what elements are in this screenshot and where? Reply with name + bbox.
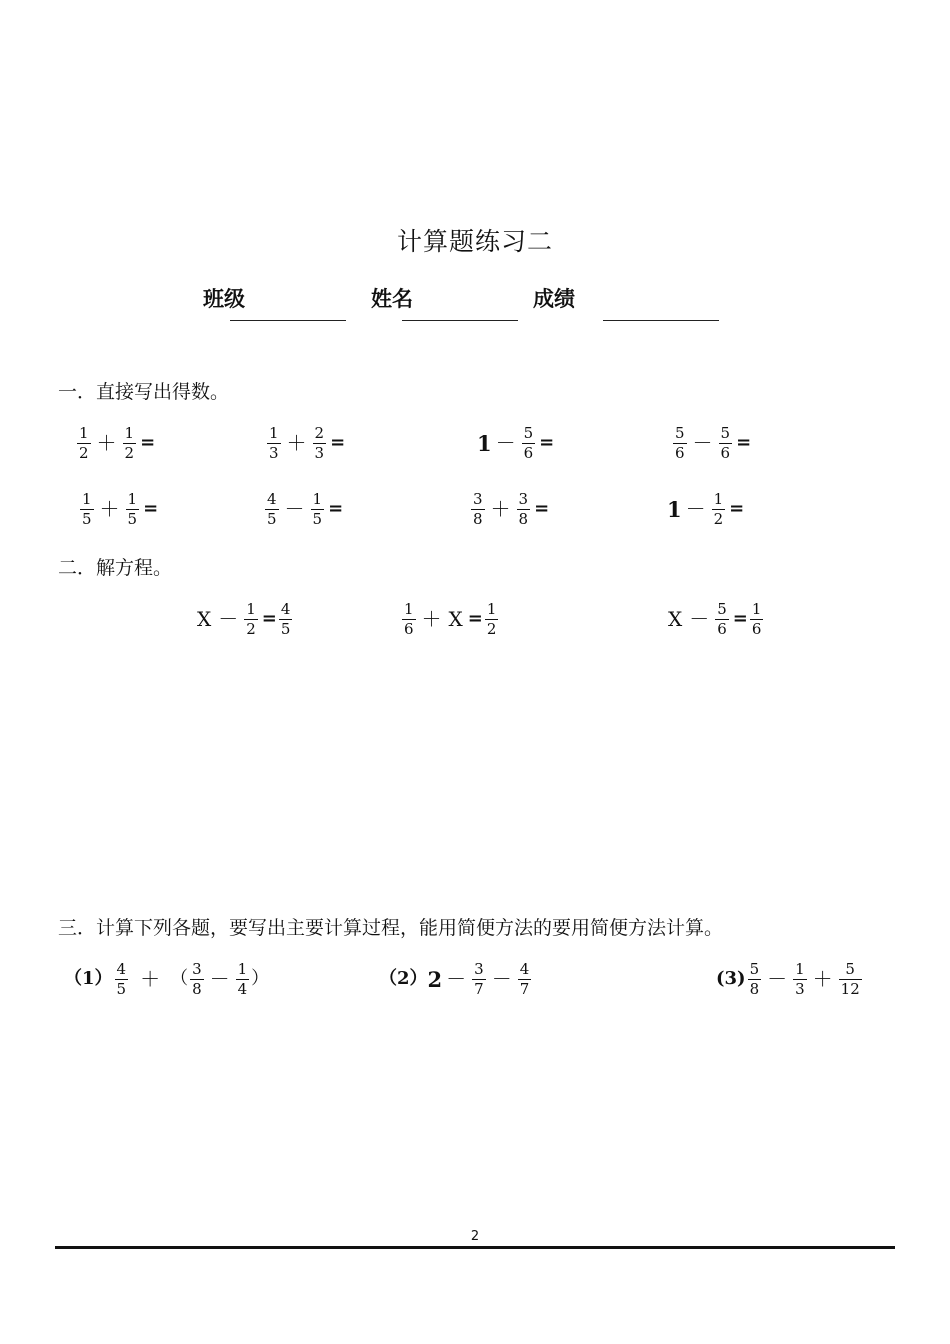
calc-problem-1 bbox=[64, 960, 269, 999]
problem-1-3 bbox=[477, 424, 554, 463]
plus-sign: ＋ bbox=[140, 967, 161, 992]
calc-problem-2 bbox=[379, 960, 533, 999]
fraction: $\frac{1}{6}$ bbox=[404, 600, 414, 638]
plus-sign: ＋ bbox=[421, 607, 442, 632]
whole-number: 2 bbox=[427, 966, 443, 992]
name-label: 姓名 bbox=[371, 287, 413, 311]
fraction: $\frac{1}{2}$ bbox=[486, 600, 497, 638]
minus-sign: － bbox=[209, 967, 230, 992]
fraction: $\frac{3}{8}$ bbox=[473, 490, 483, 528]
equals-sign: = bbox=[330, 432, 346, 454]
equation-1 bbox=[194, 600, 294, 639]
whole-number: 1 bbox=[477, 430, 492, 456]
fraction: $\frac{1}{6}$ bbox=[751, 600, 762, 638]
equals-sign: = bbox=[143, 498, 159, 520]
fraction: $\frac{5}{6}$ bbox=[720, 424, 731, 462]
equals-sign: = bbox=[534, 498, 550, 520]
minus-sign: － bbox=[692, 431, 713, 456]
fraction: $\frac{3}{7}$ bbox=[474, 960, 484, 998]
minus-sign: － bbox=[495, 431, 516, 456]
fraction: $\frac{5}{6}$ bbox=[717, 600, 727, 638]
minus-sign: － bbox=[446, 967, 467, 992]
problem-1-6 bbox=[263, 490, 343, 529]
equation-3 bbox=[665, 600, 765, 639]
problem-1-2 bbox=[265, 424, 345, 463]
equation-2 bbox=[400, 600, 500, 639]
fraction: $\frac{1}{3}$ bbox=[795, 960, 805, 998]
variable-x: X bbox=[448, 607, 463, 632]
fraction: $\frac{4}{5}$ bbox=[267, 490, 277, 528]
equals-sign: = bbox=[140, 432, 156, 454]
minus-sign: － bbox=[284, 497, 305, 522]
fraction: $\frac{2}{3}$ bbox=[314, 424, 325, 462]
fraction: $\frac{5}{12}$ bbox=[840, 960, 860, 998]
fraction: $\frac{5}{6}$ bbox=[523, 424, 534, 462]
problem-label: （2） bbox=[379, 968, 428, 990]
minus-sign: － bbox=[689, 607, 710, 632]
fraction: $\frac{3}{8}$ bbox=[192, 960, 202, 998]
problem-1-4 bbox=[671, 424, 751, 463]
plus-sign: ＋ bbox=[96, 431, 117, 456]
class-label: 班级 bbox=[203, 287, 245, 311]
problem-1-1 bbox=[75, 424, 155, 463]
variable-x: X bbox=[197, 607, 212, 632]
page-title: 计算题练习二 bbox=[396, 227, 553, 256]
whole-number: 1 bbox=[667, 496, 682, 522]
fraction: $\frac{1}{3}$ bbox=[269, 424, 279, 462]
section-2-heading: 二．解方程。 bbox=[58, 557, 173, 579]
problem-label: （1） bbox=[64, 968, 113, 990]
class-field-line[interactable] bbox=[230, 320, 346, 321]
equals-sign: = bbox=[729, 498, 745, 520]
equals-sign: = bbox=[328, 498, 344, 520]
page-number: 2 bbox=[470, 1229, 480, 1244]
minus-sign: － bbox=[685, 497, 706, 522]
section-1-heading: 一．直接写出得数。 bbox=[58, 381, 230, 403]
score-label: 成绩 bbox=[533, 287, 575, 311]
problem-1-5 bbox=[78, 490, 158, 529]
equals-sign: = bbox=[732, 608, 748, 630]
fraction: $\frac{3}{8}$ bbox=[518, 490, 529, 528]
plus-sign: ＋ bbox=[812, 967, 833, 992]
variable-x: X bbox=[668, 607, 683, 632]
calc-problem-3 bbox=[716, 960, 864, 999]
equals-sign: = bbox=[539, 432, 555, 454]
score-field-line[interactable] bbox=[603, 320, 719, 321]
plus-sign: ＋ bbox=[286, 431, 307, 456]
footer-divider bbox=[55, 1246, 895, 1249]
fraction: $\frac{5}{6}$ bbox=[675, 424, 685, 462]
equals-sign: = bbox=[261, 608, 277, 630]
minus-sign: － bbox=[767, 967, 788, 992]
name-field-line[interactable] bbox=[402, 320, 518, 321]
fraction: $\frac{5}{8}$ bbox=[749, 960, 760, 998]
minus-sign: － bbox=[218, 607, 239, 632]
fraction: $\frac{1}{2}$ bbox=[246, 600, 256, 638]
fraction: $\frac{1}{5}$ bbox=[127, 490, 138, 528]
fraction: $\frac{1}{5}$ bbox=[82, 490, 92, 528]
fraction: $\frac{1}{5}$ bbox=[312, 490, 323, 528]
right-paren: ） bbox=[251, 968, 270, 990]
plus-sign: ＋ bbox=[490, 497, 511, 522]
fraction: $\frac{1}{2}$ bbox=[713, 490, 724, 528]
problem-1-7 bbox=[469, 490, 549, 529]
equals-sign: = bbox=[467, 608, 483, 630]
fraction: $\frac{4}{7}$ bbox=[519, 960, 530, 998]
fraction: $\frac{1}{2}$ bbox=[79, 424, 89, 462]
fraction: $\frac{1}{2}$ bbox=[124, 424, 135, 462]
plus-sign: ＋ bbox=[99, 497, 120, 522]
problem-1-8 bbox=[667, 490, 744, 529]
fraction: $\frac{4}{5}$ bbox=[116, 960, 127, 998]
equals-sign: = bbox=[736, 432, 752, 454]
fraction: $\frac{4}{5}$ bbox=[280, 600, 291, 638]
left-paren: （ bbox=[170, 968, 189, 990]
problem-label: (3) bbox=[716, 968, 746, 990]
minus-sign: － bbox=[491, 967, 512, 992]
fraction: $\frac{1}{4}$ bbox=[237, 960, 248, 998]
section-3-heading: 三．计算下列各题，要写出主要计算过程，能用简便方法的要用简便方法计算。 bbox=[58, 917, 724, 939]
